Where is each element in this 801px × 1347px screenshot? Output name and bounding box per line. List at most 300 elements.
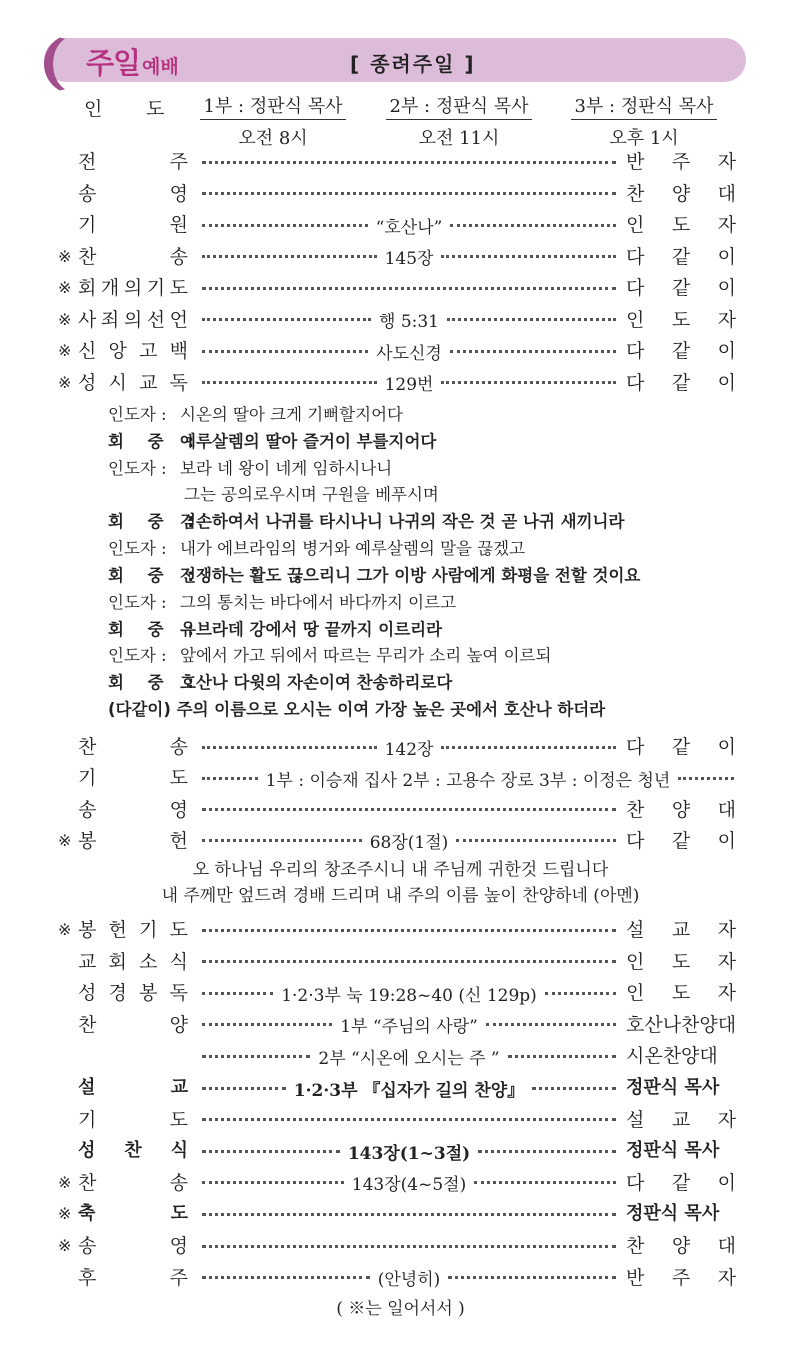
service-3 — [571, 92, 717, 150]
item-responsible — [626, 180, 736, 208]
standing-mark: ※ — [58, 372, 72, 392]
dot-fill — [441, 381, 616, 384]
service-leader: 3부 : 정판식 목사 — [571, 92, 717, 120]
item-responsible-char: 자 — [717, 308, 736, 331]
standing-footnote: ( ※는 일어서서 ) — [336, 1299, 465, 1319]
item-responsible-char: 같 — [671, 736, 691, 758]
item-responsible-char: 다 — [626, 245, 645, 268]
speaker: 인도자 : — [108, 405, 167, 424]
item-label-char: 주 — [169, 1266, 188, 1289]
item-label-char: 의 — [123, 277, 143, 299]
order-item — [0, 948, 801, 976]
dot-fill — [202, 318, 371, 321]
item-label-char: 송 — [78, 798, 97, 821]
item-responsible-char: 같 — [671, 277, 691, 299]
dot-leader — [198, 306, 620, 334]
dot-fill — [448, 1276, 616, 1279]
order-item — [0, 1042, 801, 1070]
item-label-char: 성 — [78, 982, 97, 1005]
item-label — [78, 306, 188, 334]
item-responsible — [626, 796, 736, 824]
item-label-char: 백 — [169, 340, 188, 362]
speaker: 인도자 : — [108, 593, 167, 612]
item-label-char: 헌 — [169, 829, 188, 852]
item-label-char: 경 — [108, 982, 127, 1005]
item-detail: 1부 “주님의 사랑” — [340, 1017, 478, 1038]
item-responsible-char: 같 — [671, 829, 691, 852]
item-label — [78, 827, 188, 855]
item-label-char: 찬 — [78, 1171, 97, 1194]
dot-fill — [478, 1150, 616, 1153]
item-responsible-char: 시온찬양대 — [626, 1045, 718, 1068]
item-label — [78, 733, 188, 761]
item-responsible — [626, 274, 736, 302]
item-responsible — [626, 1137, 736, 1165]
speaker: 인도자 : — [108, 539, 167, 558]
order-item — [0, 243, 801, 271]
item-responsible-char: 양 — [671, 182, 691, 205]
item-responsible-char: 인 — [626, 214, 645, 236]
dot-fill — [202, 839, 362, 842]
responsive-line — [108, 429, 436, 455]
item-label-char: 기 — [78, 214, 97, 236]
hymn-line: 오 하나님 우리의 창조주시니 내 주님께 귀한것 드립니다 — [192, 860, 609, 880]
sunday-worship-logo — [86, 41, 179, 82]
item-label-char: 헌 — [108, 919, 127, 941]
order-item — [0, 369, 801, 397]
item-responsible — [626, 369, 736, 397]
item-responsible-char: 다 — [626, 371, 645, 394]
item-responsible — [626, 979, 736, 1007]
dot-fill — [202, 255, 377, 258]
dot-leader — [198, 948, 620, 976]
item-detail: 129번 — [384, 375, 434, 395]
dot-fill — [202, 1245, 616, 1248]
item-responsible-char: 찬 — [626, 798, 645, 821]
dot-fill — [441, 255, 616, 258]
item-responsible-char: 도 — [671, 982, 691, 1005]
item-label-char: 후 — [78, 1266, 97, 1289]
item-responsible-char: 이 — [717, 277, 736, 299]
item-label-char: 도 — [170, 1203, 188, 1225]
order-item — [0, 1200, 801, 1228]
order-item — [0, 180, 801, 208]
dot-fill — [202, 929, 616, 932]
dot-fill — [202, 777, 258, 780]
responsive-line — [108, 670, 452, 696]
item-responsible-char: 이 — [717, 371, 736, 394]
item-detail: 143장(1~3절) — [347, 1143, 471, 1164]
item-label-char: 회 — [108, 950, 127, 973]
order-item — [0, 1074, 801, 1102]
item-label-char: 봉 — [139, 982, 158, 1005]
item-label-char: 독 — [169, 982, 188, 1005]
dot-leader — [198, 1264, 620, 1292]
responsive-line — [108, 482, 439, 508]
item-responsible — [626, 148, 736, 176]
dot-leader — [198, 1074, 620, 1102]
order-item — [0, 1106, 801, 1134]
item-label — [78, 1106, 188, 1134]
order-item — [0, 1232, 801, 1260]
item-label-char: 원 — [169, 214, 188, 236]
dot-fill — [202, 1181, 344, 1184]
item-label — [78, 1169, 188, 1197]
item-label — [78, 1264, 188, 1292]
item-responsible-char: 정판식 목사 — [626, 1140, 720, 1162]
item-detail: 145장 — [384, 249, 434, 269]
item-responsible — [626, 733, 736, 761]
responsive-line — [108, 456, 392, 482]
dot-fill — [202, 960, 616, 963]
speaker: 인도자 : — [108, 646, 167, 665]
standing-mark: ※ — [58, 246, 72, 266]
item-responsible-char: 도 — [671, 950, 691, 973]
dot-fill — [532, 1087, 616, 1090]
item-label-char: 시 — [108, 371, 127, 394]
item-responsible — [626, 1042, 736, 1070]
service-leader: 1부 : 정판식 목사 — [200, 92, 346, 120]
item-label-char: 영 — [169, 182, 188, 205]
hymn-line: 내 주께만 엎드려 경배 드리며 내 주의 이름 높이 찬양하네 (아멘) — [161, 886, 640, 906]
item-label-char: 봉 — [78, 919, 97, 941]
intro-label-2: 도 — [146, 98, 165, 120]
item-responsible — [626, 1200, 736, 1228]
item-responsible-char: 반 — [626, 151, 645, 173]
order-item — [0, 148, 801, 176]
dot-fill — [474, 1181, 616, 1184]
order-item — [0, 337, 801, 365]
responsive-text: 보라 네 왕이 네게 임하시나니 — [180, 459, 393, 478]
item-label-char: 교 — [139, 371, 158, 394]
dot-fill — [508, 1055, 616, 1058]
item-responsible-char: 대 — [717, 798, 736, 821]
item-label-char: 독 — [169, 371, 188, 394]
item-label-char: 도 — [169, 919, 188, 941]
item-label-char: 송 — [169, 245, 188, 268]
responsive-line — [108, 402, 403, 428]
dot-leader — [198, 1137, 620, 1165]
item-label-char: 언 — [169, 308, 188, 331]
item-responsible-char: 자 — [717, 214, 736, 236]
item-label-char: 신 — [78, 340, 97, 362]
dot-fill — [456, 839, 616, 842]
dot-leader — [198, 979, 620, 1007]
item-label-char: 기 — [146, 277, 166, 299]
item-label-char: 영 — [169, 1235, 188, 1257]
responsive-line — [108, 536, 525, 562]
order-item — [0, 1137, 801, 1165]
item-label — [78, 948, 188, 976]
item-label-char: 식 — [169, 950, 188, 973]
item-detail: 행 5:31 — [379, 312, 440, 332]
dot-leader — [198, 148, 620, 176]
item-label-char: 성 — [78, 1140, 96, 1162]
item-responsible — [626, 211, 736, 239]
order-item — [0, 916, 801, 944]
responsive-text: 앞에서 가고 뒤에서 따르는 무리가 소리 높여 이르되 — [180, 646, 552, 665]
dot-fill — [441, 746, 616, 749]
item-responsible-char: 같 — [671, 340, 691, 362]
responsive-line — [108, 509, 624, 535]
item-label-char: 도 — [169, 767, 188, 790]
dot-leader — [198, 369, 620, 397]
dot-fill — [447, 318, 616, 321]
item-label — [78, 369, 188, 397]
item-label-char: 앙 — [108, 340, 127, 362]
item-responsible-char: 인 — [626, 950, 645, 973]
item-label-char: 고 — [139, 340, 158, 362]
item-responsible-char: 자 — [717, 982, 736, 1005]
dot-fill — [202, 161, 616, 164]
item-responsible-char: 다 — [626, 829, 645, 852]
logo-sub-text: 예배 — [142, 56, 179, 78]
item-responsible-char: 찬 — [626, 1235, 645, 1257]
responsive-line — [108, 643, 551, 669]
dot-fill — [202, 381, 377, 384]
item-responsible-char: 양 — [671, 1235, 691, 1257]
item-responsible-char: 대 — [717, 182, 736, 205]
item-label-char: 선 — [146, 308, 166, 331]
standing-mark: ※ — [58, 309, 72, 329]
dot-leader — [198, 1106, 620, 1134]
item-responsible-char: 이 — [717, 245, 736, 268]
responsive-text: 시온의 딸아 크게 기뻐할지어다 — [180, 405, 403, 424]
responsive-line — [108, 617, 442, 643]
item-detail: 1부 : 이승재 집사 2부 : 고용수 장로 3부 : 이정은 청년 — [265, 770, 671, 791]
item-label-char: 기 — [78, 1108, 97, 1131]
item-responsible-char: 다 — [626, 1171, 645, 1194]
item-label-char: 전 — [78, 151, 97, 173]
item-detail: 사도신경 — [376, 343, 442, 364]
dot-fill — [202, 1150, 340, 1153]
dot-fill — [202, 1276, 370, 1279]
service-time: 오전 8시 — [238, 128, 308, 149]
item-label-char: 축 — [78, 1203, 96, 1225]
item-responsible-char: 같 — [671, 245, 691, 268]
item-label-char: 송 — [78, 182, 97, 205]
responsive-text: 겸손하여서 나귀를 타시나니 나귀의 작은 것 곧 나귀 새끼니라 — [180, 512, 625, 531]
item-responsible-char: 자 — [717, 950, 736, 973]
responsive-line — [108, 697, 605, 723]
dot-leader — [198, 796, 620, 824]
item-label-char: 개 — [100, 277, 120, 299]
item-label — [78, 916, 188, 944]
item-responsible — [626, 1074, 736, 1102]
item-responsible-char: 다 — [626, 736, 645, 758]
item-detail: 1·2·3부 『십자가 길의 찬양』 — [293, 1080, 525, 1101]
dot-leader — [198, 274, 620, 302]
item-label-char: 주 — [169, 151, 188, 173]
item-label — [78, 1011, 188, 1039]
speaker: 인도자 : — [108, 459, 167, 478]
dot-fill — [202, 1118, 616, 1121]
order-item — [0, 796, 801, 824]
dot-fill — [202, 808, 616, 811]
order-item — [0, 1264, 801, 1292]
item-responsible-char: 양 — [671, 798, 691, 821]
service-time: 오전 11시 — [418, 128, 500, 149]
item-responsible-char: 인 — [626, 308, 645, 331]
item-label-char: 식 — [170, 1140, 188, 1162]
item-label-char: 죄 — [100, 308, 120, 331]
item-responsible-char: 이 — [717, 1171, 736, 1194]
item-responsible-char: 도 — [671, 214, 691, 236]
item-label-char: 성 — [78, 371, 97, 394]
item-label-char: 봉 — [78, 829, 97, 852]
item-detail: 68장(1절) — [369, 833, 449, 854]
item-label-char: 양 — [169, 1013, 188, 1036]
item-responsible-char: 설 — [626, 919, 645, 941]
dot-fill — [202, 1213, 616, 1216]
item-detail: 142장 — [384, 739, 434, 760]
dot-leader — [198, 1200, 620, 1228]
dot-fill — [202, 992, 273, 995]
dot-leader — [198, 243, 620, 271]
responsive-line — [108, 563, 640, 589]
dot-leader — [198, 1232, 620, 1260]
item-responsible-char: 호산나찬양대 — [626, 1013, 737, 1036]
item-responsible-char: 정판식 목사 — [626, 1203, 720, 1225]
item-label-char: 찬 — [78, 245, 97, 268]
item-label — [78, 337, 188, 365]
dot-fill — [202, 1087, 286, 1090]
item-responsible-char: 자 — [717, 919, 736, 941]
item-label-char: 영 — [169, 798, 188, 821]
item-responsible-char: 자 — [717, 1266, 736, 1289]
responsive-text: (다같이) 주의 이름으로 오시는 이여 가장 높은 곳에서 호산나 하더라 — [108, 700, 606, 719]
dot-leader — [198, 211, 620, 239]
responsive-text: 유브라데 강에서 땅 끝까지 이르리라 — [180, 620, 443, 639]
item-label — [78, 148, 188, 176]
item-label-char: 찬 — [78, 1013, 97, 1036]
standing-mark: ※ — [58, 1236, 72, 1255]
item-label — [78, 1232, 188, 1260]
standing-mark: ※ — [58, 278, 72, 297]
dot-leader — [198, 1169, 620, 1197]
item-responsible — [626, 1264, 736, 1292]
item-responsible-char: 교 — [671, 919, 691, 941]
dot-fill — [202, 1023, 332, 1026]
order-item — [0, 979, 801, 1007]
item-responsible — [626, 827, 736, 855]
item-label-char: 도 — [169, 277, 188, 299]
dot-fill — [450, 350, 616, 353]
standing-mark: ※ — [58, 1172, 72, 1192]
item-label-char: 교 — [78, 950, 97, 973]
item-responsible-char: 인 — [626, 982, 645, 1005]
order-item — [0, 1169, 801, 1197]
item-responsible-char: 대 — [717, 1235, 736, 1257]
speaker: 회 중 : — [108, 620, 203, 639]
dot-fill — [450, 224, 616, 227]
standing-mark: ※ — [58, 920, 72, 939]
item-label — [78, 796, 188, 824]
item-responsible — [626, 1232, 736, 1260]
item-label — [78, 1074, 188, 1102]
service-leader: 2부 : 정판식 목사 — [386, 92, 532, 120]
order-item — [0, 1011, 801, 1039]
item-detail: “호산나” — [375, 217, 443, 238]
item-responsible-char: 다 — [626, 340, 645, 362]
item-responsible-char: 이 — [717, 829, 736, 852]
page-subtitle: [ 종려주일 ] — [350, 52, 476, 76]
standing-mark: ※ — [58, 830, 72, 850]
order-item — [0, 733, 801, 761]
standing-mark: ※ — [58, 341, 72, 360]
item-responsible-char: 교 — [671, 1108, 691, 1131]
item-responsible-char: 정판식 목사 — [626, 1077, 720, 1098]
dot-fill — [486, 1023, 616, 1026]
intro-label-1: 인 — [84, 98, 103, 120]
item-label — [78, 274, 188, 302]
item-label-char: 찬 — [124, 1140, 142, 1162]
item-label-char: 기 — [78, 767, 97, 790]
dot-leader — [198, 827, 620, 855]
item-label-char: 교 — [170, 1077, 188, 1098]
speaker: 회 중 : — [108, 432, 203, 451]
dot-leader — [198, 337, 620, 365]
responsive-text: 전쟁하는 활도 끊으리니 그가 이방 사람에게 화평을 전할 것이요 — [180, 566, 641, 585]
dot-leader — [198, 1042, 620, 1070]
item-label — [78, 764, 188, 792]
item-responsible — [626, 306, 736, 334]
item-responsible-char: 반 — [626, 1266, 645, 1289]
item-label-char: 의 — [123, 308, 143, 331]
dot-fill — [678, 777, 734, 780]
dot-leader — [198, 916, 620, 944]
item-responsible — [626, 337, 736, 365]
dot-fill — [202, 1055, 310, 1058]
order-item — [0, 827, 801, 855]
standing-mark: ※ — [58, 1204, 72, 1224]
item-label-char: 송 — [78, 1235, 97, 1257]
item-responsible — [626, 1169, 736, 1197]
dot-fill — [202, 746, 377, 749]
order-item — [0, 306, 801, 334]
item-responsible-char: 같 — [671, 1171, 691, 1194]
item-label — [78, 243, 188, 271]
item-responsible-char: 자 — [717, 1108, 736, 1131]
item-responsible-char: 설 — [626, 1108, 645, 1131]
order-item — [0, 274, 801, 302]
item-label — [78, 1200, 188, 1228]
item-label-char: 도 — [169, 1108, 188, 1131]
responsive-text: 그는 공의로우시며 구원을 베푸시며 — [184, 485, 439, 504]
item-label-char: 사 — [78, 308, 97, 331]
responsive-line — [108, 590, 456, 616]
item-responsible-char: 이 — [717, 736, 736, 758]
responsive-text: 호산나 다윗의 자손이여 찬송하리로다 — [180, 673, 453, 692]
service-time: 오후 1시 — [609, 128, 679, 149]
item-responsible-char: 주 — [671, 1266, 691, 1289]
order-item — [0, 764, 801, 792]
item-label — [78, 1137, 188, 1165]
item-detail: 1·2·3부 눅 19:28~40 (신 129p) — [281, 985, 537, 1006]
responsive-text: 예루살렘의 딸아 즐거이 부를지어다 — [180, 432, 437, 451]
speaker: 회 중 : — [108, 673, 203, 692]
item-responsible-char: 같 — [671, 371, 691, 394]
item-label — [78, 180, 188, 208]
item-detail: 143장(4~5절) — [351, 1175, 467, 1196]
dot-fill — [202, 192, 616, 195]
responsive-text: 그의 통치는 바다에서 바다까지 이르고 — [180, 593, 457, 612]
item-responsible — [626, 916, 736, 944]
item-responsible-char: 도 — [671, 308, 691, 331]
item-responsible-char: 자 — [717, 151, 736, 173]
item-label-char: 회 — [78, 277, 97, 299]
service-2 — [386, 92, 532, 150]
